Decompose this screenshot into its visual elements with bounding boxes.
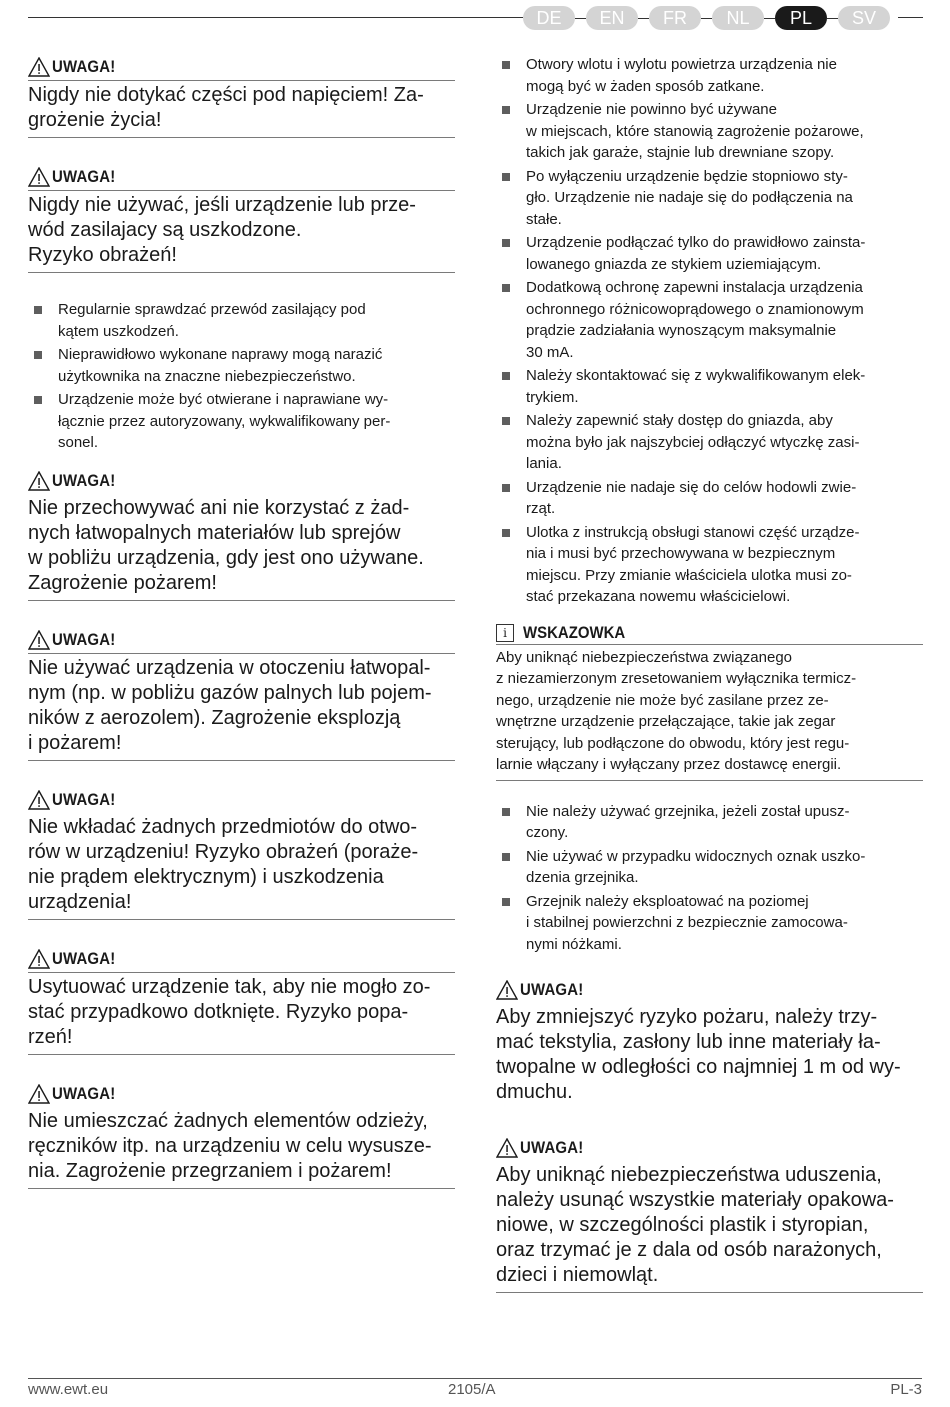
warning-block: [496, 1135, 923, 1293]
square-bullet-icon: [502, 61, 510, 69]
lang-tab-nl[interactable]: NL: [712, 6, 764, 30]
warning-block: [28, 787, 455, 920]
square-bullet-icon: [502, 529, 510, 537]
list-item: Ulotka z instrukcją obsługi stanowi część urządze- nia i musi być przechowywana w bezpiecznym miejscu. Przy zmianie właściciela ulotka musi zo- stać przekazana nowemu właścicielowi.: [496, 522, 923, 608]
warning-title: UWAGA!: [52, 789, 116, 809]
lang-tab-de[interactable]: DE: [523, 6, 575, 30]
warning-title: UWAGA!: [52, 1083, 116, 1103]
warning-triangle-icon: [496, 1138, 518, 1158]
warning-triangle-icon: [28, 949, 50, 969]
warning-text: Nie umieszczać żadnych elementów odzieży, ręczników itp. na urządzeniu w celu wysusze- nia. Zagrożenie przegrzaniem i pożarem!: [28, 1107, 455, 1189]
warning-text: Nigdy nie dotykać części pod napięciem! Za- grożenie życia!: [28, 81, 455, 138]
hint-text: Aby uniknąć niebezpieczeństwa związanego z niezamierzonym zresetowaniem wyłącznika termicz- nego, urządzenie nie może być zasilane przez ze- wnętrzne urządzenie przełączające, takie jak zegar sterujący, lub podłączone do obwodu, który jest regu- larnie włączany i wyłączany przez dostawcę energii.: [496, 645, 923, 781]
info-icon: i: [496, 624, 514, 642]
square-bullet-icon: [502, 106, 510, 114]
list-item: Nie używać w przypadku widocznych oznak uszko- dzenia grzejnika.: [496, 846, 923, 889]
list-item: Należy zapewnić stały dostęp do gniazda, aby można było jak najszybciej odłączyć wtyczkę zasi- lania.: [496, 410, 923, 475]
lang-tab-sv[interactable]: SV: [838, 6, 890, 30]
square-bullet-icon: [502, 173, 510, 181]
list-item: Dodatkową ochronę zapewni instalacja urządzenia ochronnego różnicowoprądowego o znamionowym prądzie zadziałania wynoszącym maksymalnie 30 mA.: [496, 277, 923, 363]
square-bullet-icon: [502, 372, 510, 380]
warning-block: [28, 164, 455, 273]
square-bullet-icon: [34, 351, 42, 359]
warning-title: UWAGA!: [520, 980, 584, 999]
header-rule-left: [28, 17, 523, 18]
list-item: Regularnie sprawdzać przewód zasilający pod kątem uszkodzeń.: [28, 299, 455, 342]
warning-text: Usytuować urządzenie tak, aby nie mogło zo- stać przypadkowo dotknięte. Ryzyko popa- rzeń!: [28, 973, 455, 1055]
safety-list: [496, 54, 923, 608]
safety-list: [28, 299, 455, 454]
hint-block: [496, 622, 923, 781]
list-item: Grzejnik należy eksploatować na poziomej i stabilnej powierzchni z bezpiecznie zamocowa- nymi nóżkami.: [496, 891, 923, 956]
square-bullet-icon: [502, 484, 510, 492]
list-item: Urządzenie nie powinno być używane w miejscach, które stanowią zagrożenie pożarowe, takich jak garaże, stajnie lub drewniane szopy.: [496, 99, 923, 164]
warning-block: [28, 54, 455, 138]
lang-tab-fr[interactable]: FR: [649, 6, 701, 30]
left-column: [28, 54, 455, 1215]
warning-text: Nie używać urządzenia w otoczeniu łatwopal- nym (np. w pobliżu gazów palnych lub pojem- ników z aerozolem). Zagrożenie eksplozją i pożarem!: [28, 654, 455, 761]
footer: [28, 1381, 922, 1401]
warning-text: Nie przechowywać ani nie korzystać z żad- nych łatwopalnych materiałów lub sprejów w pobliżu urządzenia, gdy jest ono używane. Zagrożenie pożarem!: [28, 494, 455, 601]
lang-tab-pl[interactable]: PL: [775, 6, 827, 30]
footer-code: 2105/A: [448, 1381, 496, 1398]
footer-website[interactable]: www.ewt.eu: [28, 1381, 109, 1398]
list-item: Urządzenie nie nadaje się do celów hodowli zwie- rząt.: [496, 477, 923, 520]
warning-title: UWAGA!: [52, 167, 116, 186]
square-bullet-icon: [502, 284, 510, 292]
warning-text: Nie wkładać żadnych przedmiotów do otwo- rów w urządzeniu! Ryzyko obrażeń (poraże- nie prądem elektrycznym) i uszkodzenia urządzenia!: [28, 813, 455, 920]
square-bullet-icon: [502, 239, 510, 247]
warning-triangle-icon: [28, 630, 50, 650]
footer-page-number: PL-3: [890, 1381, 922, 1398]
list-item: Nie należy używać grzejnika, jeżeli został upusz- czony.: [496, 801, 923, 844]
warning-text: Aby uniknąć niebezpieczeństwa uduszenia, należy usunąć wszystkie materiały opakowa- niowe, w szczególności plastik i styropian, oraz trzymać je z dala od osób narażonych, dzieci i niemowląt.: [496, 1161, 923, 1293]
language-bar: [28, 6, 922, 30]
warning-triangle-icon: [28, 57, 50, 77]
warning-block: [28, 468, 455, 601]
warning-triangle-icon: [28, 790, 50, 810]
square-bullet-icon: [34, 396, 42, 404]
warning-block: [28, 627, 455, 761]
list-item: Otwory wlotu i wylotu powietrza urządzenia nie mogą być w żaden sposób zatkane.: [496, 54, 923, 97]
safety-list: [496, 801, 923, 956]
lang-tab-en[interactable]: EN: [586, 6, 638, 30]
header-rule-right: [898, 17, 923, 18]
warning-text: Aby zmniejszyć ryzyko pożaru, należy trzy- mać tekstylia, zasłony lub inne materiały ła- twopalne w odległości co najmniej 1 m od wy- dmuchu.: [496, 1006, 901, 1103]
warning-text: Nigdy nie używać, jeśli urządzenie lub prze- wód zasilajacy są uszkodzone. Ryzyko obrażeń!: [28, 191, 455, 273]
warning-title: UWAGA!: [52, 470, 116, 490]
warning-title: UWAGA!: [52, 629, 116, 649]
warning-title: UWAGA!: [52, 948, 116, 968]
list-item: Urządzenie podłączać tylko do prawidłowo zainsta- lowanego gniazda ze stykiem uziemiającym.: [496, 232, 923, 275]
right-column: [496, 54, 923, 1319]
warning-block: [28, 1081, 455, 1189]
warning-triangle-icon: [496, 980, 518, 1000]
list-item: Nieprawidłowo wykonane naprawy mogą narazić użytkownika na znaczne niebezpieczeństwo.: [28, 344, 455, 387]
square-bullet-icon: [502, 853, 510, 861]
warning-block: [496, 977, 923, 1109]
list-item: Po wyłączeniu urządzenie będzie stopniowo sty- gło. Urządzenie nie nadaje się do podłączenia na stałe.: [496, 166, 923, 231]
language-tabs: [523, 6, 890, 30]
warning-block: [28, 946, 455, 1055]
warning-title: UWAGA!: [52, 57, 116, 76]
square-bullet-icon: [502, 417, 510, 425]
square-bullet-icon: [502, 898, 510, 906]
warning-triangle-icon: [28, 1084, 50, 1104]
list-item: Należy skontaktować się z wykwalifikowanym elek- trykiem.: [496, 365, 923, 408]
list-item: Urządzenie może być otwierane i naprawiane wy- łącznie przez autoryzowany, wykwalifikowany per- sonel.: [28, 389, 455, 454]
square-bullet-icon: [34, 306, 42, 314]
square-bullet-icon: [502, 808, 510, 816]
warning-title: UWAGA!: [520, 1138, 584, 1157]
warning-triangle-icon: [28, 471, 50, 491]
hint-title: WSKAZOWKA: [523, 622, 626, 642]
footer-rule: [28, 1378, 922, 1379]
warning-triangle-icon: [28, 167, 50, 187]
